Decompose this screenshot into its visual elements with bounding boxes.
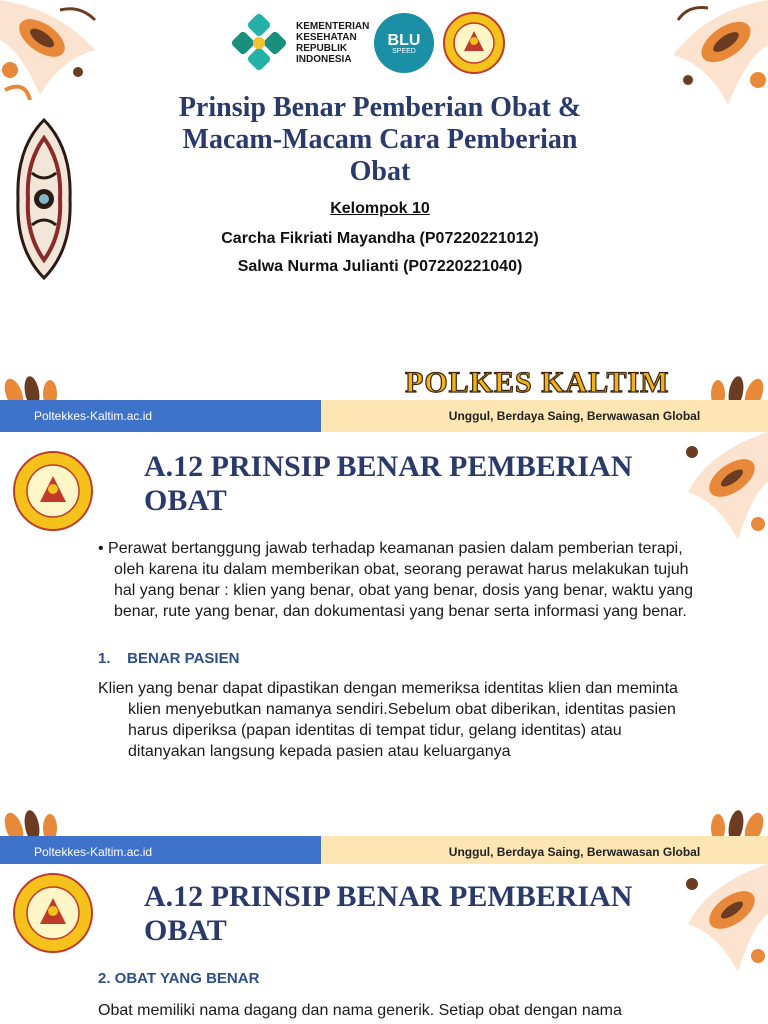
footer-website: Poltekkes-Kaltim.ac.id — [0, 836, 321, 868]
kemenkes-logo-text: KEMENTERIAN KESEHATAN REPUBLIK INDONESIA — [296, 21, 370, 65]
poltekkes-seal-icon — [442, 11, 506, 75]
presentation-title: Prinsip Benar Pemberian Obat & Macam-Macam Cara Pemberian Obat — [178, 92, 582, 187]
section-paragraph: Obat memiliki nama dagang dan nama generik. Setiap obat dengan nama — [98, 1002, 622, 1019]
slide-benar-pasien — [0, 432, 768, 836]
section-heading: 2. OBAT YANG BENAR — [98, 970, 260, 987]
bottom-ornament-left — [0, 368, 70, 402]
slide-cover — [0, 0, 768, 432]
kemenkes-logo-icon — [232, 14, 290, 72]
member-name: Salwa Nurma Julianti (P07220221040) — [237, 258, 523, 275]
footer-tagline: Unggul, Berdaya Saing, Berwawasan Global — [321, 836, 768, 868]
corner-ornament-top-right — [648, 0, 768, 110]
bottom-ornament-left — [0, 802, 70, 836]
footer-tagline: Unggul, Berdaya Saing, Berwawasan Global — [321, 400, 768, 432]
intro-bullet: • Perawat bertanggung jawab terhadap keamanan pasien dalam pemberian terapi, oleh karena itu dalam memberikan obat, seorang perawat harus melakukan tujuh hal yang benar : klien yang benar, obat yang benar, dosis yang benar, waktu yang benar, rute yang benar, dan dokumentasi yang benar serta informasi yang benar. — [98, 540, 694, 620]
section-heading: 1. BENAR PASIEN — [98, 650, 240, 667]
member-name: Carcha Fikriati Mayandha (P07220221012) — [221, 230, 539, 247]
dayak-shield-icon — [14, 118, 74, 280]
slide-obat-yang-benar — [0, 864, 768, 1024]
poltekkes-seal-icon — [12, 450, 94, 532]
blu-logo: BLU SPEED — [374, 13, 434, 73]
polkes-kaltim-logo: POLKES KALTIM — [405, 366, 670, 399]
slide-title: A.12 PRINSIP BENAR PEMBERIAN OBAT — [144, 880, 633, 947]
group-label: Kelompok 10 — [330, 200, 430, 217]
section-paragraph: Klien yang benar dapat dipastikan dengan memeriksa identitas klien dan meminta klien menyebutkan namanya sendiri.Sebelum obat diberikan, identitas pasien harus diperiksa (papan identitas di tempat tidur, gelang identitas) atau ditanyakan langsung kepada pasien atau keluarganya — [98, 680, 678, 760]
footer-website: Poltekkes-Kaltim.ac.id — [0, 400, 321, 432]
corner-ornament-top-left — [0, 0, 110, 100]
bottom-ornament-right — [698, 802, 768, 836]
logo-row — [232, 10, 506, 76]
slide-title: A.12 PRINSIP BENAR PEMBERIAN OBAT — [144, 450, 633, 517]
poltekkes-seal-icon — [12, 872, 94, 954]
bottom-ornament-right — [698, 368, 768, 402]
footer-bar — [0, 400, 768, 432]
